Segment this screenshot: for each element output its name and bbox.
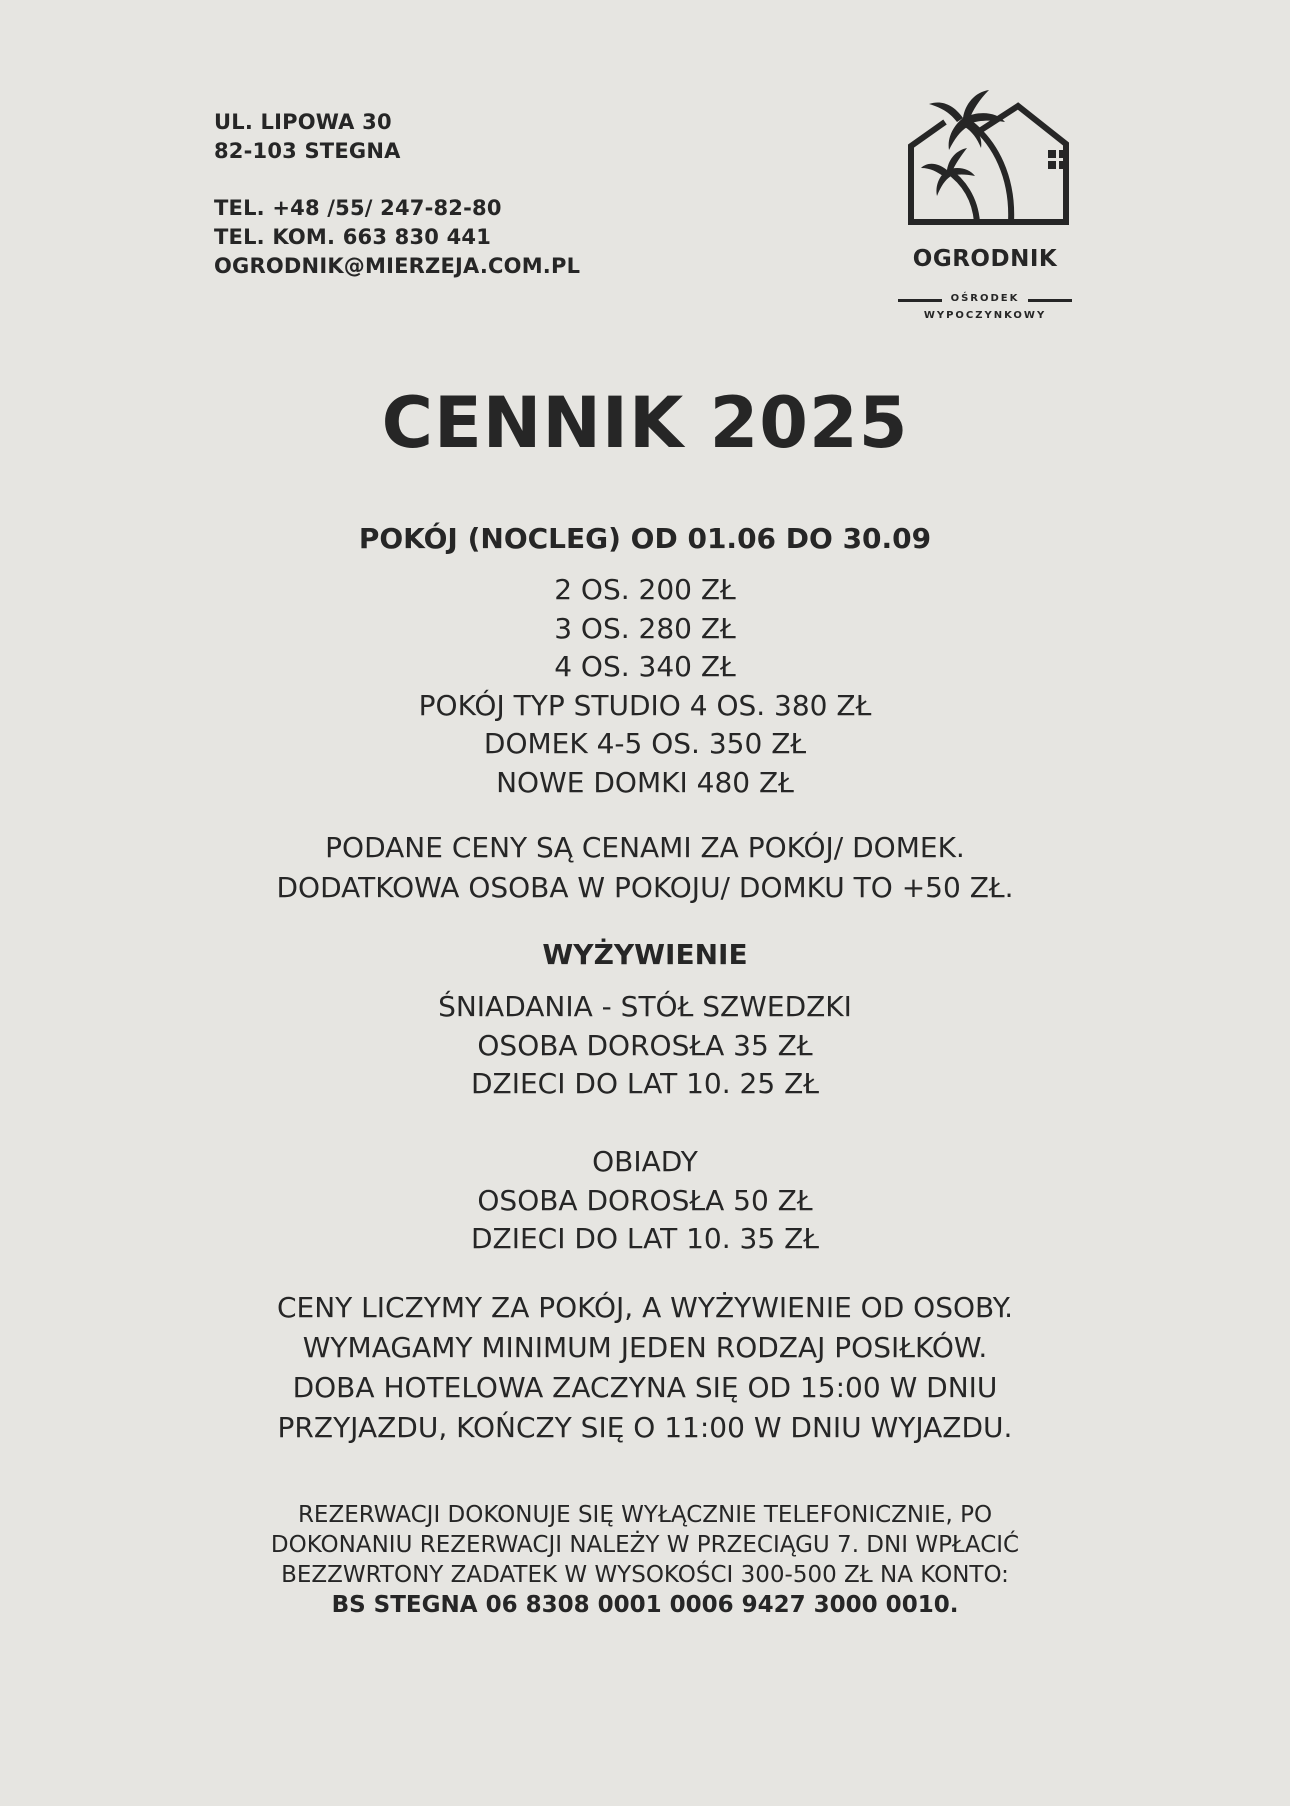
mobile-number: TEL. KOM. 663 830 441 [214, 225, 492, 249]
list-item: DZIECI DO LAT 10. 35 ZŁ [470, 1222, 819, 1255]
booking-rules [0, 1288, 1290, 1448]
list-item: NOWE DOMKI 480 ZŁ [496, 765, 794, 799]
rule-line: DOBA HOTELOWA ZACZYNA SIĘ OD 15:00 W DNIU [292, 1371, 998, 1404]
reservation-line: DOKONANIU REZERWACJI NALEŻY W PRZECIĄGU 7. DNI WPŁACIĆ [270, 1532, 1020, 1558]
note-line: PODANE CENY SĄ CENAMI ZA POKÓJ/ DOMEK. [325, 831, 965, 864]
reservation-line: REZERWACJI DOKONUJE SIĘ WYŁĄCZNIE TELEFONICZNIE, PO [297, 1502, 993, 1528]
brand-subtitle-1: OŚRODEK [950, 293, 1020, 304]
reservation-line: BEZZWRTONY ZADATEK W WYSOKOŚCI 300-500 ZŁ NA KONTO: [281, 1562, 1009, 1588]
phone-number: TEL. +48 /55/ 247-82-80 [214, 196, 502, 220]
contact-info [214, 108, 580, 281]
reservation-info [0, 1500, 1290, 1620]
meals-heading: WYŻYWIENIE [542, 938, 748, 971]
spacer [214, 166, 580, 194]
list-item: ŚNIADANIA - STÓŁ SZWEDZKI [438, 990, 852, 1023]
breakfast-list [0, 988, 1290, 1104]
brand-name: OGRODNIK [912, 246, 1058, 272]
list-item: OSOBA DOROSŁA 50 ZŁ [477, 1183, 813, 1217]
address-street: UL. LIPOWA 30 [214, 110, 392, 134]
list-item: 4 OS. 340 ZŁ [554, 650, 736, 683]
list-item: POKÓJ TYP STUDIO 4 OS. 380 ZŁ [418, 688, 872, 722]
list-item: DOMEK 4-5 OS. 350 ZŁ [483, 727, 807, 760]
rule-line: CENY LICZYMY ZA POKÓJ, A WYŻYWIENIE OD OSOBY. [276, 1291, 1014, 1324]
house-palm-icon [893, 86, 1077, 231]
note-line: DODATKOWA OSOBA W POKOJU/ DOMKU TO +50 ZŁ. [276, 871, 1014, 904]
rule-line: PRZYJAZDU, KOŃCZY SIĘ O 11:00 W DNIU WYJAZDU. [277, 1411, 1013, 1444]
list-item: 3 OS. 280 ZŁ [554, 611, 736, 645]
lunch-list [0, 1143, 1290, 1259]
rooms-heading: POKÓJ (NOCLEG) OD 01.06 DO 30.09 [358, 522, 932, 555]
list-item: DZIECI DO LAT 10. 25 ZŁ [470, 1067, 819, 1100]
address-city: 82-103 STEGNA [214, 139, 401, 163]
brand-subtitle-2: WYPOCZYNKOWY [923, 310, 1047, 321]
email-address: OGRODNIK@MIERZEJA.COM.PL [214, 254, 581, 278]
room-price-list [0, 571, 1290, 802]
room-price-note [0, 828, 1290, 908]
logo [880, 86, 1090, 326]
bank-account: BS STEGNA 06 8308 0001 0006 9427 3000 0010. [331, 1592, 959, 1618]
rule-line: WYMAGAMY MINIMUM JEDEN RODZAJ POSIŁKÓW. [302, 1331, 988, 1364]
list-item: OSOBA DOROSŁA 35 ZŁ [477, 1028, 813, 1062]
list-item: 2 OS. 200 ZŁ [554, 573, 736, 606]
page-title: CENNIK 2025 [381, 382, 909, 464]
list-item: OBIADY [592, 1145, 698, 1178]
